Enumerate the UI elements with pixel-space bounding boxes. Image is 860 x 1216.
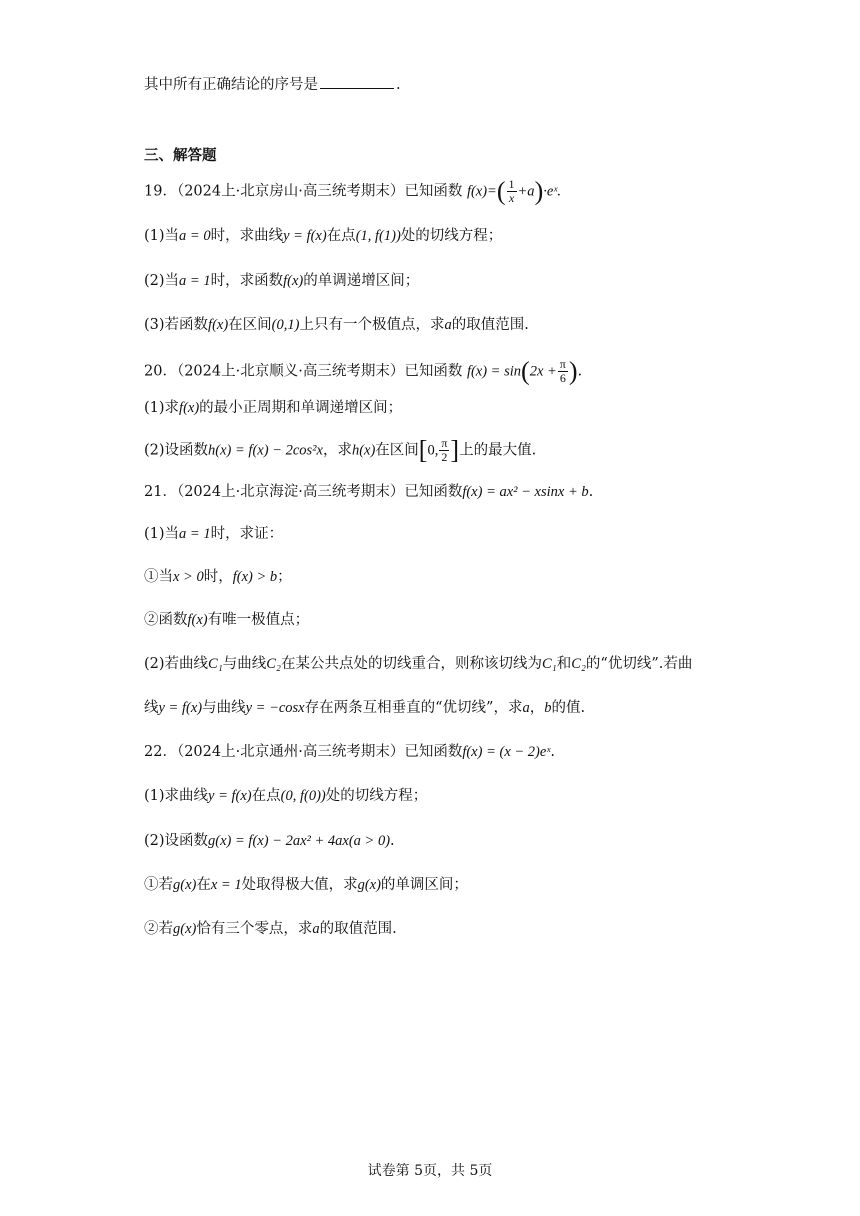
q19-tail: ·eˣ. [543, 183, 562, 200]
q19-rparen: ) [534, 176, 544, 206]
answer-blank [320, 74, 394, 89]
intro-line [144, 74, 401, 95]
q22-part1: (1)求曲线y = f(x)在点(0, f(0))处的切线方程； [144, 788, 428, 804]
q21-claim2: ②函数f(x)有唯一极值点； [144, 612, 310, 628]
q22-part2: (2)设函数g(x) = f(x) − 2ax² + 4ax(a > 0). [144, 833, 395, 849]
q19-fraction: $\frac{1}{x}$ [508, 177, 515, 205]
q20-part1: (1)求f(x)的最小正周期和单调递增区间； [144, 400, 403, 416]
q19-lparen: ( [496, 176, 506, 206]
section-heading: 三、解答题 [144, 147, 217, 164]
q19-part3: (3)若函数f(x)在区间(0,1)上只有一个极值点，求a的取值范围. [144, 317, 529, 333]
q21-part2-cont: 线y = f(x)与曲线y = −cosx存在两条互相垂直的“优切线”，求a，b的值. [144, 700, 586, 716]
q19-plus-a: +a [517, 183, 535, 200]
q21-part2: (2)若曲线C₁与曲线C₂在某公共点处的切线重合，则称该切线为C₁和C₂的“优切线”.若曲 [144, 656, 693, 672]
q19-function: f(x)= [466, 183, 497, 200]
q19-stem [144, 178, 561, 205]
page-footer: 试卷第 5页，共 5页 [367, 1163, 493, 1179]
q20-part2: (2)设函数h(x) = f(x) − 2cos²x，求h(x)在区间[0, $\frac{\pi}{2}$ ]上的最大值. [144, 435, 537, 465]
q21-claim1: ①当x > 0时，f(x) > b； [144, 569, 292, 585]
q19-stem-text: 已知函数 [404, 183, 463, 200]
q19-part1: (1)当a = 0时，求曲线y = f(x)在点(1, f(1))处的切线方程； [144, 228, 503, 244]
q20-stem: 20．（2024上·北京顺义·高三统考期末）已知函数 f(x) = sin(2x + $\frac{\pi}{6}$ ). [144, 356, 583, 386]
intro-text: 其中所有正确结论的序号是 [144, 77, 318, 93]
q22-stem: 22．（2024上·北京通州·高三统考期末）已知函数f(x) = (x − 2)eˣ. [144, 744, 555, 760]
q20-p2-fraction: $\frac{\pi}{2}$ [441, 436, 448, 464]
q22-claim1: ①若g(x)在x = 1处取得极大值，求g(x)的单调区间； [144, 877, 468, 893]
q19-number: 19． [144, 183, 177, 200]
q21-stem: 21．（2024上·北京海淀·高三统考期末）已知函数f(x) = ax² − xsinx + b. [144, 484, 594, 500]
q19-source: （2024上·北京房山·高三统考期末） [176, 183, 405, 200]
q22-claim2: ②若g(x)恰有三个零点，求a的取值范围. [144, 921, 397, 937]
q20-fraction: $\frac{\pi}{6}$ [559, 357, 566, 385]
intro-period: . [396, 77, 401, 93]
q20-function: f(x) = sin [466, 363, 522, 380]
q19-part2: (2)当a = 1时，求函数f(x)的单调递增区间； [144, 273, 420, 289]
q21-part1: (1)当a = 1时，求证： [144, 526, 284, 542]
